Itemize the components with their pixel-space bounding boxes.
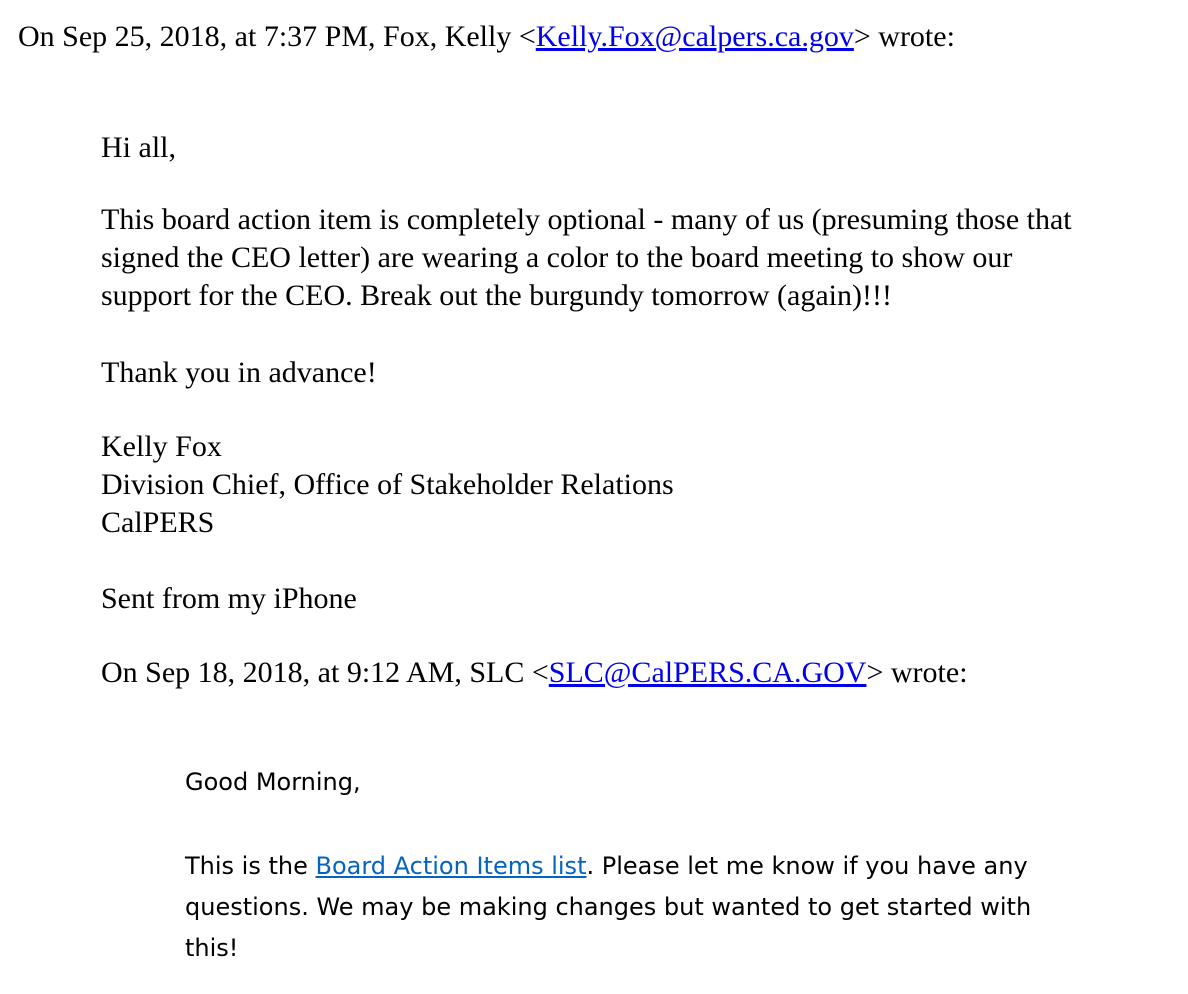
body-line: support for the CEO. Break out the burgundy tomorrow (again)!!! bbox=[101, 279, 892, 312]
sender-email-link[interactable]: Kelly.Fox@calpers.ca.gov bbox=[535, 20, 854, 53]
outer-header-suffix: > wrote: bbox=[853, 20, 955, 53]
signature-block bbox=[101, 428, 674, 542]
inner-message-header bbox=[101, 654, 968, 692]
outer-greeting: Hi all, bbox=[101, 131, 176, 164]
inner-header-prefix: On Sep 18, 2018, at 9:12 AM, SLC < bbox=[101, 656, 549, 689]
outer-message-header bbox=[18, 18, 955, 56]
thanks-line: Thank you in advance! bbox=[101, 356, 377, 389]
inner-body-line: questions. We may be making changes but wanted to get started with bbox=[185, 893, 1032, 921]
slc-email-link[interactable]: SLC@CalPERS.CA.GOV bbox=[548, 656, 867, 689]
signature-name: Kelly Fox bbox=[101, 430, 222, 463]
body-line: This board action item is completely optional - many of us (presuming those that bbox=[101, 203, 1072, 236]
outer-body-paragraph bbox=[101, 201, 1072, 315]
sent-from-line: Sent from my iPhone bbox=[101, 582, 357, 615]
board-action-items-link[interactable]: Board Action Items list bbox=[315, 852, 587, 880]
inner-body-paragraph bbox=[185, 846, 1031, 969]
signature-title: Division Chief, Office of Stakeholder Relations bbox=[101, 468, 674, 501]
outer-header-prefix: On Sep 25, 2018, at 7:37 PM, Fox, Kelly < bbox=[18, 20, 536, 53]
body-line: signed the CEO letter) are wearing a color to the board meeting to show our bbox=[101, 241, 1013, 274]
inner-body-line: this! bbox=[185, 934, 239, 962]
inner-body-line bbox=[185, 846, 1031, 887]
inner-line1-prefix: This is the bbox=[185, 852, 316, 880]
inner-line1-suffix: . Please let me know if you have any bbox=[586, 852, 1028, 880]
inner-greeting: Good Morning, bbox=[185, 768, 361, 796]
inner-header-suffix: > wrote: bbox=[866, 656, 968, 689]
signature-org: CalPERS bbox=[101, 506, 215, 539]
